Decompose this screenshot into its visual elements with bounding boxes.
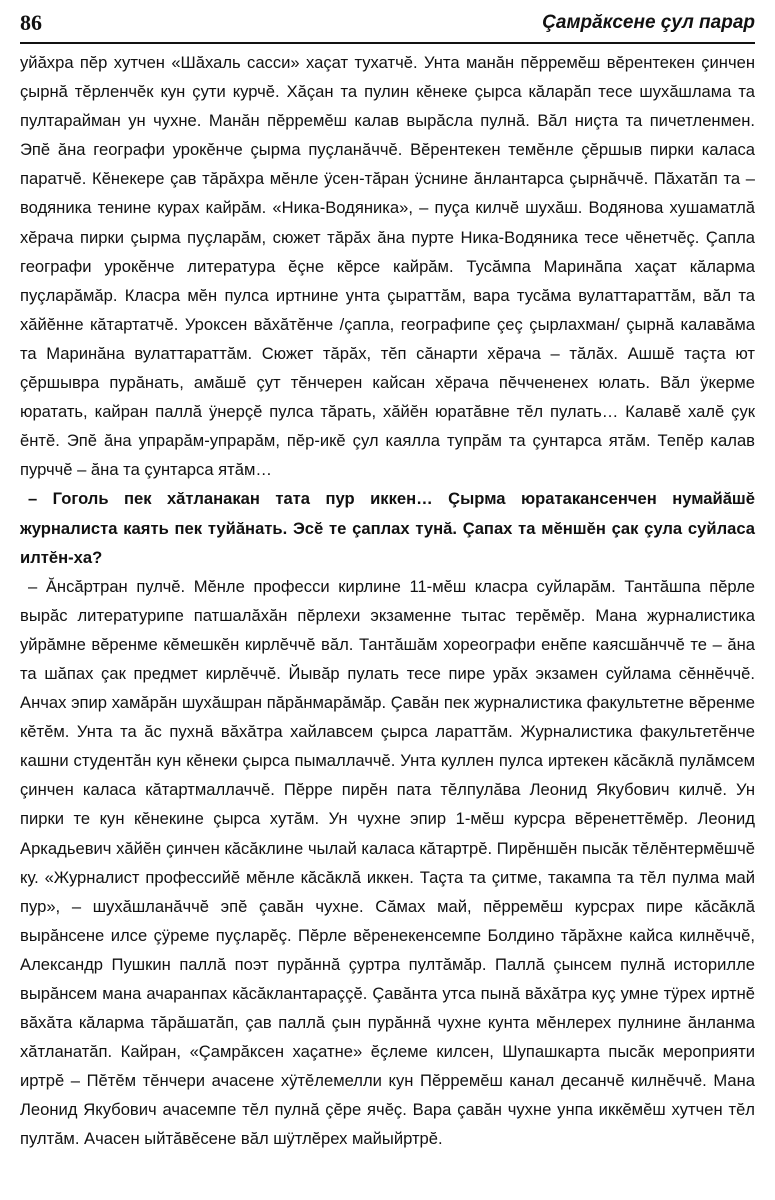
page-number: 86 (20, 10, 42, 35)
interview-question: – Гоголь пек хăтланакан тата пур иккен… Çырма юратакансенчен нумайăшĕ журналиста каять пек туйăнать. Эсĕ те çаплах тунă. Çапах та мĕншĕн çак çула суйласа илтĕн-ха? (20, 489, 755, 567)
interview-answer: – Ăнсăртран пулчĕ. Мĕнле професси кирлине 11-мĕш класра суйларăм. Тантăшпа пĕрле вырăс литературипе патшалăхăн пĕрлехи экзаменне тытас терĕмĕр. Мана журналистика уйрăмне вĕренме кĕмешкĕн кирлĕччĕ вăл. Тантăшăм хореографи енĕпе каясшăнччĕ те – ăна та шăпах çак предмет кирлĕччĕ. Йывăр пулать тесе пире урăх экзамен суйлама сĕннĕччĕ. Анчах эпир хамăрăн шухăшран пăрăнмарăмăр. Çавăн пек журналистика факультетне вĕренме кĕтĕм. Унта та ăс пухнă вăхăтра хайлавсем çырса лараттăм. Журналистика факультетĕнче кашни студентăн кун кĕнеки çырса пымаллаччĕ. Унта куллен пулса иртекен кăсăклă пулăмсем çинчен каласа кăтартмаллаччĕ. Пĕрре пирĕн пата тĕлпулăва Леонид Якубович килчĕ. Ун пирки те кун кĕнекине çырса хутăм. Ун чухне эпир 1-мĕш курсра вĕренеттĕмĕр. Леонид Аркадьевич хăйĕн çинчен кăсăклине чылай каласа кăтартрĕ. Пирĕншĕн пысăк тĕлĕнтермĕшчĕ ку. «Журналист профессийĕ мĕнле кăсăклă иккен. Таçта та çитме, такампа та тĕл пулма май пур», – шухăшланăччĕ эпĕ çавăн чухне. Сăмах май, пĕрремĕш курсрах пире кăсăклă вырăнсене илсе çÿреме пуçларĕç. Пĕрле вĕренекенсемпе Болдино тăрăхне кайса килнĕччĕ, Александр Пушкин паллă поэт пурăннă çуртра пултăмăр. Паллă çынсем пулнă историлле вырăнсем мана ачаранпах кăсăклантараççĕ. Çавăнта утса пынă вăхăтра куç умне тÿрех иртнĕ вăхăта кăларма тăрăшатăп, çав паллă çын пурăннă чухне кунта мĕнлерех пулнине ăнланма хăтланатăп. Кайран, «Çамрăксен хаçатне» ĕçлеме килсен, Шупашкарта пысăк мероприяти иртрĕ – Пĕтĕм тĕнчери ачасене хÿтĕлемелли кун Пĕрремĕш канал десанчĕ килнĕччĕ. Мана Леонид Якубович ачасемпе тĕл пулнă çĕре ячĕç. Вара çавăн чухне унпа иккĕмĕш хутчен тĕл пултăм. Ачасен ыйтăвĕсене вăл шÿтлĕрех майыйртрĕ. (20, 576, 755, 1149)
article-paragraph: уйăхра пĕр хутчен «Шăхаль сасси» хаçат тухатчĕ. Унта манăн пĕрремĕш вĕрентекен çинчен çырнă тĕрленчĕк кун çути курчĕ. Хăçан та пулин кĕнеке çырса кăларăп тесе шухăшлама та пултарайман ун чухне. Манăн пĕрремĕш калав вырăсла пулнă. Вăл ниçта та пичетленмен. Эпĕ ăна географи урокĕнче çырма пуçланăччĕ. Вĕрентекен темĕнле çĕршыв пирки каласа паратчĕ. Кĕнекере çав тăрăхра мĕнле ÿсен-тăран ÿснине ăнлантарса çырнăччĕ. Пăхатăп та – водяника тенине курах кайрăм. «Ника-Водяника», – пуçа килчĕ шухăш. Водянова хушаматлă хĕрача пирки çырма пуçларăм, сюжет тăрăх ăна пурте Ника-Водяника тесе чĕнетчĕç. Çапла географи урокĕнче литература ĕçне кĕрсе кайрăм. Тусăмпа Маринăпа хаçат кăларма пуçларăмăр. Класра мĕн пулса иртнине унта çыраттăм, вара тусăма вулаттараттăм, вăл та хăйĕнне кăтартатчĕ. Уроксен вăхăтĕнче /çапла, географипе çеç çырлахман/ çырнă калавăма та Маринăна вулаттараттăм. Сюжет тăрăх, тĕп сăнарти хĕрача – тăлăх. Ашшĕ таçта ют çĕршывра пурăнать, амăшĕ çут тĕнчерен кайсан хĕрача пĕччененех юлать. Вăл ÿкерме юратать, кайран паллă ÿнерçĕ пулса тăрать, хăйĕн юратăвне тĕл пулать… Калавĕ халĕ çук ĕнтĕ. Эпĕ ăна упрарăм-упрарăм, пĕр-икĕ çул каялла тупрăм та çунтарса ятăм. Тепĕр калав пурччĕ – ăна та çунтарса ятăм… (20, 53, 755, 480)
page-header (20, 8, 755, 40)
article-body (20, 48, 755, 1154)
running-title: Çамрăксене çул парар (542, 12, 755, 33)
header-divider (20, 42, 755, 44)
